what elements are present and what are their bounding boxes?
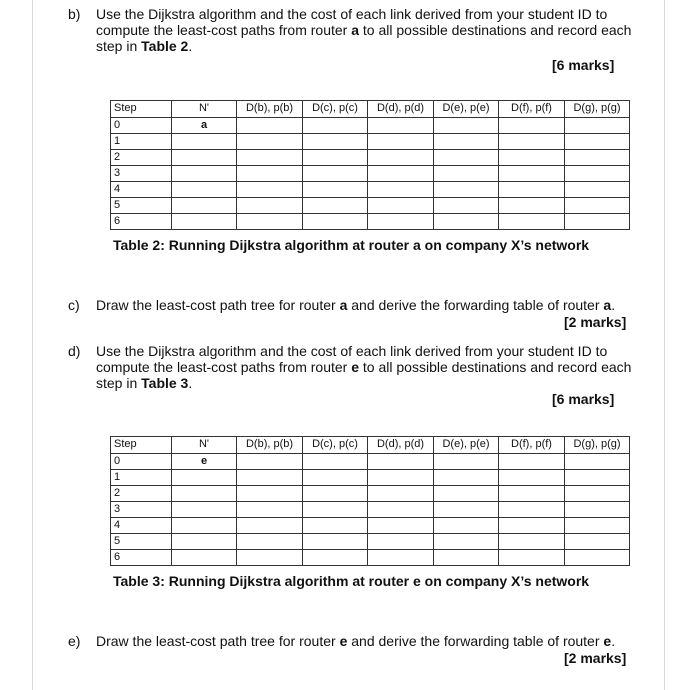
- table-cell: [303, 182, 368, 198]
- table-row: [111, 182, 630, 198]
- table-3-caption: Table 3: Running Dijkstra algorithm at router e on company X’s network: [113, 573, 590, 589]
- table-cell: [303, 214, 368, 230]
- step-cell: 2: [111, 150, 172, 166]
- table-cell: [499, 198, 565, 214]
- table-row: [111, 502, 630, 518]
- section-b-line3: [96, 38, 631, 54]
- table-2-header-e: D(e), p(e): [434, 101, 499, 118]
- step-cell: 6: [111, 214, 172, 230]
- section-c-text: [96, 297, 615, 313]
- table-cell: [368, 454, 434, 470]
- section-d-line3-pre: step in: [96, 375, 142, 391]
- table-cell: [499, 550, 565, 566]
- table-cell: [565, 534, 630, 550]
- nprime-cell: [172, 198, 237, 214]
- table-3-header-step: Step: [111, 437, 172, 454]
- table-cell: [499, 470, 565, 486]
- table-cell: [368, 166, 434, 182]
- table-3-header-g: D(g), p(g): [565, 437, 630, 454]
- section-e-marks: [2 marks]: [564, 650, 627, 666]
- section-d-table-ref: Table 3: [141, 375, 189, 391]
- section-e-label: e): [68, 633, 81, 649]
- section-e-router2: e: [603, 633, 612, 649]
- table-cell: [434, 134, 499, 150]
- section-b-line2: [96, 22, 631, 38]
- table-cell: [565, 518, 630, 534]
- table-cell: [434, 534, 499, 550]
- table-row: [111, 454, 630, 470]
- table-cell: [434, 470, 499, 486]
- table-cell: [368, 198, 434, 214]
- table-2-header-d: D(d), p(d): [368, 101, 434, 118]
- table-cell: [565, 134, 630, 150]
- nprime-cell: [172, 134, 237, 150]
- section-b-table-ref: Table 2: [141, 38, 189, 54]
- table-2-header-c: D(c), p(c): [303, 101, 368, 118]
- nprime-cell: [172, 470, 237, 486]
- table-cell: [499, 518, 565, 534]
- nprime-cell: [172, 550, 237, 566]
- section-c-label: c): [68, 297, 80, 313]
- table-cell: [434, 150, 499, 166]
- nprime-cell: [172, 502, 237, 518]
- section-d-line1: Use the Dijkstra algorithm and the cost of each link derived from your student ID to: [96, 343, 608, 359]
- table-cell: [499, 502, 565, 518]
- section-d-line3-post: .: [188, 375, 193, 391]
- nprime-cell: e: [172, 454, 237, 470]
- page-edge-left: [32, 0, 33, 690]
- nprime-cell: [172, 166, 237, 182]
- table-cell: [303, 550, 368, 566]
- section-b-line1: Use the Dijkstra algorithm and the cost of each link derived from your student ID to: [96, 6, 608, 22]
- table-cell: [499, 150, 565, 166]
- table-cell: [237, 518, 303, 534]
- table-cell: [565, 502, 630, 518]
- table-cell: [368, 118, 434, 134]
- table-cell: [237, 454, 303, 470]
- table-cell: [565, 118, 630, 134]
- table-row: [111, 134, 630, 150]
- step-cell: 6: [111, 550, 172, 566]
- table-cell: [368, 150, 434, 166]
- table-cell: [237, 550, 303, 566]
- nprime-cell: a: [172, 118, 237, 134]
- table-cell: [499, 214, 565, 230]
- table-row: [111, 118, 630, 134]
- step-cell: 3: [111, 502, 172, 518]
- section-c-pre: Draw the least-cost path tree for router: [96, 297, 340, 313]
- nprime-cell: [172, 214, 237, 230]
- table-row: [111, 486, 630, 502]
- section-b-line2-post: to all possible destinations and record each: [359, 22, 632, 38]
- table-cell: [368, 134, 434, 150]
- table-cell: [434, 182, 499, 198]
- step-cell: 1: [111, 134, 172, 150]
- step-cell: 3: [111, 166, 172, 182]
- table-3-header-f: D(f), p(f): [499, 437, 565, 454]
- table-3-header-nprime: N': [172, 437, 237, 454]
- section-d-line2: [96, 359, 631, 375]
- table-cell: [434, 214, 499, 230]
- table-cell: [303, 534, 368, 550]
- step-cell: 4: [111, 518, 172, 534]
- table-2-header-g: D(g), p(g): [565, 101, 630, 118]
- section-e-router1: e: [339, 633, 348, 649]
- table-2-header-b: D(b), p(b): [237, 101, 303, 118]
- table-cell: [565, 470, 630, 486]
- table-cell: [368, 470, 434, 486]
- nprime-cell: [172, 486, 237, 502]
- table-cell: [303, 198, 368, 214]
- table-cell: [237, 118, 303, 134]
- table-row: [111, 550, 630, 566]
- table-cell: [303, 134, 368, 150]
- table-cell: [565, 454, 630, 470]
- section-c-router1: a: [339, 297, 348, 313]
- table-cell: [565, 166, 630, 182]
- table-3-header-b: D(b), p(b): [237, 437, 303, 454]
- step-cell: 4: [111, 182, 172, 198]
- table-cell: [499, 454, 565, 470]
- table-row: [111, 150, 630, 166]
- step-cell: 2: [111, 486, 172, 502]
- table-cell: [237, 182, 303, 198]
- table-cell: [368, 214, 434, 230]
- table-cell: [565, 150, 630, 166]
- section-e-line1: [96, 633, 615, 649]
- table-cell: [565, 198, 630, 214]
- table-cell: [434, 166, 499, 182]
- table-cell: [303, 150, 368, 166]
- table-cell: [499, 134, 565, 150]
- table-cell: [565, 486, 630, 502]
- section-d-line2-pre: compute the least-cost paths from router: [96, 359, 352, 375]
- section-e-mid: and derive the forwarding table of router: [347, 633, 604, 649]
- table-2-header-row: [111, 101, 630, 118]
- step-cell: 5: [111, 198, 172, 214]
- table-cell: [237, 198, 303, 214]
- table-2-header-f: D(f), p(f): [499, 101, 565, 118]
- section-b-line3-pre: step in: [96, 38, 142, 54]
- step-cell: 1: [111, 470, 172, 486]
- section-d-router: e: [351, 359, 360, 375]
- table-cell: [303, 502, 368, 518]
- table-cell: [303, 470, 368, 486]
- table-cell: [303, 518, 368, 534]
- table-cell: [565, 550, 630, 566]
- table-cell: [237, 486, 303, 502]
- table-cell: [434, 550, 499, 566]
- table-cell: [434, 518, 499, 534]
- section-e-post: .: [611, 633, 616, 649]
- section-e-pre: Draw the least-cost path tree for router: [96, 633, 340, 649]
- table-cell: [237, 214, 303, 230]
- table-cell: [368, 502, 434, 518]
- section-c-post: .: [611, 297, 616, 313]
- section-d-line2-post: to all possible destinations and record each: [359, 359, 632, 375]
- section-c-marks: [2 marks]: [564, 314, 627, 330]
- table-3-header-row: [111, 437, 630, 454]
- table-cell: [303, 166, 368, 182]
- table-cell: [434, 502, 499, 518]
- table-row: [111, 198, 630, 214]
- table-cell: [303, 454, 368, 470]
- section-b-label: b): [68, 6, 81, 22]
- section-b-marks: [6 marks]: [552, 57, 615, 73]
- table-cell: [237, 534, 303, 550]
- section-d-line3: [96, 375, 631, 391]
- table-cell: [434, 118, 499, 134]
- nprime-cell: [172, 534, 237, 550]
- section-d-label: d): [68, 343, 81, 359]
- table-3: [110, 436, 630, 566]
- table-cell: [368, 182, 434, 198]
- table-cell: [237, 166, 303, 182]
- table-cell: [237, 150, 303, 166]
- table-cell: [237, 470, 303, 486]
- table-2-header-nprime: N': [172, 101, 237, 118]
- section-c-router2: a: [603, 297, 612, 313]
- table-cell: [237, 502, 303, 518]
- table-cell: [499, 166, 565, 182]
- table-cell: [237, 134, 303, 150]
- table-2-header-step: Step: [111, 101, 172, 118]
- table-cell: [565, 214, 630, 230]
- table-row: [111, 166, 630, 182]
- table-3-header-e: D(e), p(e): [434, 437, 499, 454]
- step-cell: 5: [111, 534, 172, 550]
- section-d-text: [96, 343, 631, 391]
- section-c-line1: [96, 297, 615, 313]
- table-cell: [499, 534, 565, 550]
- table-cell: [368, 550, 434, 566]
- table-cell: [434, 486, 499, 502]
- section-b-line3-post: .: [188, 38, 193, 54]
- table-cell: [499, 486, 565, 502]
- table-cell: [368, 518, 434, 534]
- section-b-line2-pre: compute the least-cost paths from router: [96, 22, 352, 38]
- section-c-mid: and derive the forwarding table of router: [347, 297, 604, 313]
- table-cell: [368, 534, 434, 550]
- table-row: [111, 470, 630, 486]
- section-b-router: a: [351, 22, 360, 38]
- section-b-text: [96, 6, 631, 54]
- table-cell: [434, 198, 499, 214]
- step-cell: 0: [111, 454, 172, 470]
- table-3-header-c: D(c), p(c): [303, 437, 368, 454]
- nprime-cell: [172, 150, 237, 166]
- table-cell: [499, 182, 565, 198]
- section-e-text: [96, 633, 615, 649]
- table-3-header-d: D(d), p(d): [368, 437, 434, 454]
- step-cell: 0: [111, 118, 172, 134]
- page-edge-right: [664, 0, 665, 690]
- table-2: [110, 100, 630, 230]
- nprime-cell: [172, 182, 237, 198]
- table-cell: [368, 486, 434, 502]
- table-2-caption: Table 2: Running Dijkstra algorithm at router a on company X’s network: [113, 237, 590, 253]
- table-cell: [565, 182, 630, 198]
- table-cell: [303, 118, 368, 134]
- table-cell: [434, 454, 499, 470]
- table-row: [111, 518, 630, 534]
- table-cell: [499, 118, 565, 134]
- section-d-marks: [6 marks]: [552, 391, 615, 407]
- table-row: [111, 214, 630, 230]
- nprime-cell: [172, 518, 237, 534]
- table-cell: [303, 486, 368, 502]
- table-row: [111, 534, 630, 550]
